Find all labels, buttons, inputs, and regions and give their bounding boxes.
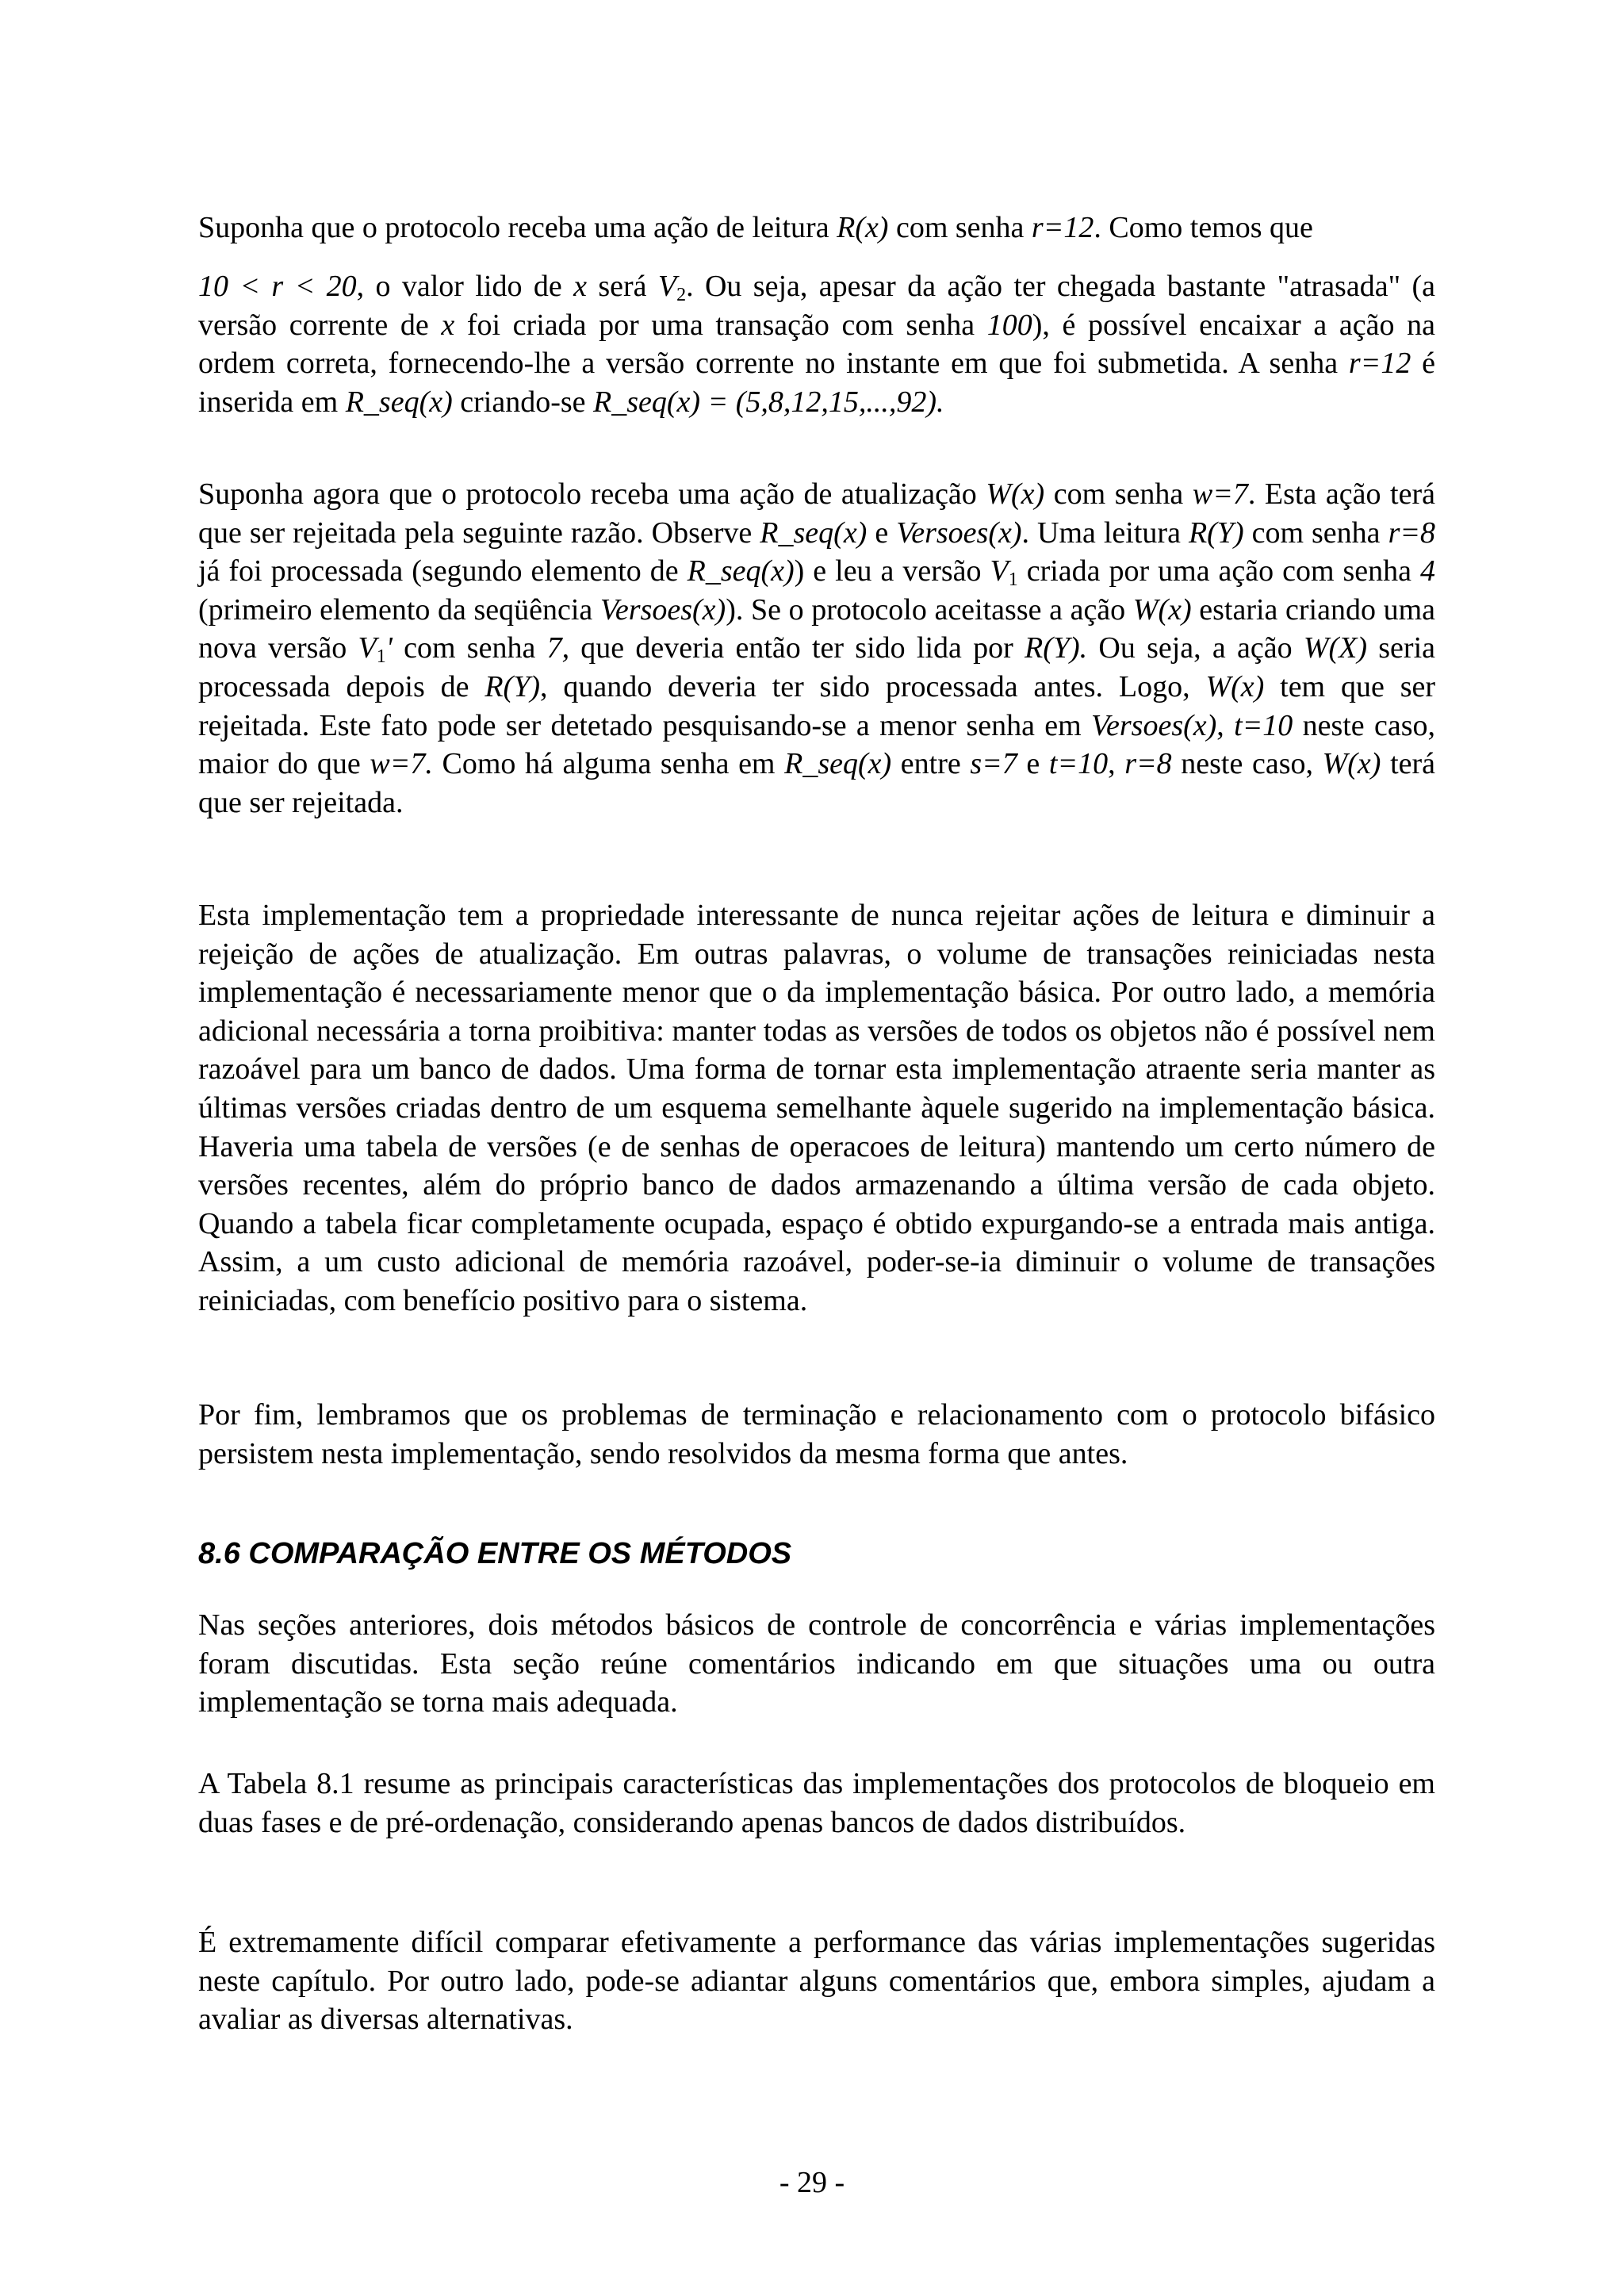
text-run: estaria criando uma nova versão — [198, 592, 1436, 665]
text-run: terá que ser rejeitada. — [198, 747, 1436, 819]
formula-run: R(Y). — [1025, 631, 1088, 665]
text-run: . Uma leitura — [1021, 516, 1189, 550]
paragraph-2 — [198, 475, 1435, 822]
paragraph-3 — [198, 896, 1435, 1320]
formula-run: w=7. — [370, 747, 433, 781]
text-run: neste caso, maior do que — [198, 708, 1435, 781]
text-run: criada por uma ação com senha — [1017, 554, 1420, 588]
text-run: com senha — [888, 211, 1032, 244]
text-run: já foi processada (segundo elemento de — [198, 554, 688, 588]
paragraph-7 — [198, 1923, 1435, 2039]
text-run: , — [1108, 747, 1125, 781]
formula-run: r=8 — [1124, 747, 1172, 781]
formula-run: R(x) — [837, 211, 889, 244]
formula-run: 4 — [1420, 554, 1435, 588]
formula-run: 10 < r < 20 — [198, 270, 357, 303]
formula-run: R_seq(x) — [784, 747, 892, 781]
formula-run: s=7 — [970, 747, 1017, 781]
paragraph-text: É extremamente difícil comparar efetivamente a performance das várias implementações sugeridas neste capítulo. Por outro lado, pode-se adiantar alguns comentários que, embora simples, ajudam a avaliar as diversas alternativas. — [198, 1926, 1435, 2037]
formula-run: 7, — [546, 631, 570, 665]
text-run: criando-se — [452, 385, 594, 419]
paragraph-text: Esta implementação tem a propriedade interessante de nunca rejeitar ações de leitura e diminuir a rejeição de ações de atualização. Em outras palavras, o volume de transações reiniciadas nesta implementação é necessariamente menor que o da implementação básica. Por outro lado, a memória adicional necessária a torna proibitiva: manter todas as versões de todos os objetos não é possível nem razoável para um banco de dados. Uma forma de tornar esta implementação atraente seria manter as últimas versões criadas dentro de um esquema semelhante àquele sugerido na implementação básica. Haveria uma tabela de versões (e de senhas de operacoes de leitura) mantendo um certo número de versões recentes, além do próprio banco de dados armazenando a última versão de cada objeto. Quando a tabela ficar completamente ocupada, espaço é obtido expurgando-se a entrada mais antiga. Assim, a um custo adicional de memória razoável, poder-se-ia diminuir o volume de transações reiniciadas, com benefício positivo para o sistema. — [198, 899, 1435, 1317]
text-run: é inserida em — [198, 347, 1435, 419]
text-run: neste caso, — [1171, 747, 1323, 781]
formula-run: R_seq(x) — [687, 554, 795, 588]
subscript: 1 — [1008, 569, 1018, 591]
formula-run: V — [990, 554, 1009, 588]
text-run: . Como temos que — [1094, 211, 1313, 244]
text-run: Ou seja, a ação — [1087, 631, 1304, 665]
formula-run: w=7 — [1192, 477, 1248, 511]
formula-run: W(x) — [1322, 747, 1381, 781]
text-run: com senha — [1044, 477, 1193, 511]
formula-run: V — [657, 270, 677, 303]
formula-run: r=12 — [1348, 347, 1411, 381]
formula-run: x — [573, 270, 587, 303]
formula-run: Versoes(x) — [1091, 708, 1217, 742]
text-run: , — [1216, 708, 1235, 742]
formula-run: W(x) — [986, 477, 1045, 511]
formula-run: W(x) — [1205, 669, 1265, 703]
text-run: será — [586, 270, 658, 303]
paragraph-text: Nas seções anteriores, dois métodos básicos de controle de concorrência e várias implementações foram discutidas. Esta seção reúne comentários indicando em que situações uma ou outra implementação se torna mais adequada. — [198, 1608, 1435, 1719]
formula-run: r=8 — [1388, 516, 1435, 550]
text-run: ) e leu a versão — [794, 554, 990, 588]
paragraph-5 — [198, 1606, 1435, 1722]
paragraph-6 — [198, 1765, 1435, 1842]
subscript: 1 — [376, 646, 386, 668]
text-run: ). Se o protocolo aceitasse a ação — [726, 592, 1133, 627]
formula-run: V — [358, 631, 377, 665]
text-run: . Esta ação terá que ser rejeitada pela seguinte razão. Observe — [198, 477, 1435, 550]
formula-run: r=12 — [1031, 211, 1094, 244]
formula-run: Versoes(x) — [599, 592, 726, 627]
section-heading: 8.6 COMPARAÇÃO ENTRE OS MÉTODOS — [198, 1537, 792, 1570]
text-run: seria processada depois de — [198, 631, 1436, 703]
text-run: (primeiro elemento da seqüência — [198, 592, 600, 627]
text-run: entre — [891, 747, 971, 781]
text-run: que deveria então ter sido lida por — [569, 631, 1025, 665]
formula-run: Versoes(x) — [896, 516, 1022, 550]
formula-run: t=10 — [1234, 708, 1293, 742]
text-run: e — [1017, 747, 1049, 781]
paragraph-text: A Tabela 8.1 resume as principais características das implementações dos protocolos de bloqueio em duas fases e de pré-ordenação, considerando apenas bancos de dados distribuídos. — [198, 1767, 1435, 1839]
formula-run: t=10 — [1048, 747, 1109, 781]
text-run: Suponha agora que o protocolo receba uma ação de atualização — [198, 477, 986, 511]
formula-run: R_seq(x) = (5,8,12,15,...,92). — [593, 385, 944, 419]
text-run: foi criada por uma transação com senha — [454, 308, 987, 342]
formula-run: 100 — [986, 308, 1032, 342]
formula-run: x — [441, 308, 455, 342]
paragraph-text: Por fim, lembramos que os problemas de terminação e relacionamento com o protocolo bifásico persistem nesta implementação, sendo resolvidos da mesma forma que antes. — [198, 1398, 1435, 1470]
text-run: com senha — [392, 631, 547, 665]
formula-run: R_seq(x) — [345, 385, 453, 419]
formula-run: R(Y) — [1188, 516, 1244, 550]
text-run: , o valor lido de — [356, 270, 574, 303]
text-run: tem que ser rejeitada. Este fato pode ser detetado pesquisando-se a menor senha em — [198, 669, 1436, 742]
formula-run: R_seq(x) — [760, 516, 868, 550]
formula-run: ' — [385, 631, 393, 665]
text-run: Como há alguma senha em — [432, 747, 785, 781]
paragraph-4 — [198, 1396, 1435, 1473]
formula-run: W(x) — [1132, 592, 1192, 627]
paragraph-1 — [198, 267, 1435, 421]
text-run: Suponha que o protocolo receba uma ação de leitura — [198, 211, 837, 244]
text-run: e — [867, 516, 897, 550]
subscript: 2 — [676, 285, 687, 305]
page-number: - 29 - — [779, 2166, 845, 2199]
text-run: , quando deveria ter sido processada antes. Logo, — [540, 669, 1206, 703]
paragraph-intro-line — [198, 209, 1435, 247]
formula-run: R(Y) — [485, 669, 540, 703]
text-run: . Ou seja, apesar da ação ter chegada bastante "atrasada" (a versão corrente de — [198, 270, 1435, 342]
text-run: ), é possível encaixar a ação na ordem correta, fornecendo-lhe a versão corrente no instante em que foi submetida. A senha — [198, 308, 1435, 381]
text-run: com senha — [1243, 516, 1388, 550]
formula-run: W(X) — [1303, 631, 1368, 665]
